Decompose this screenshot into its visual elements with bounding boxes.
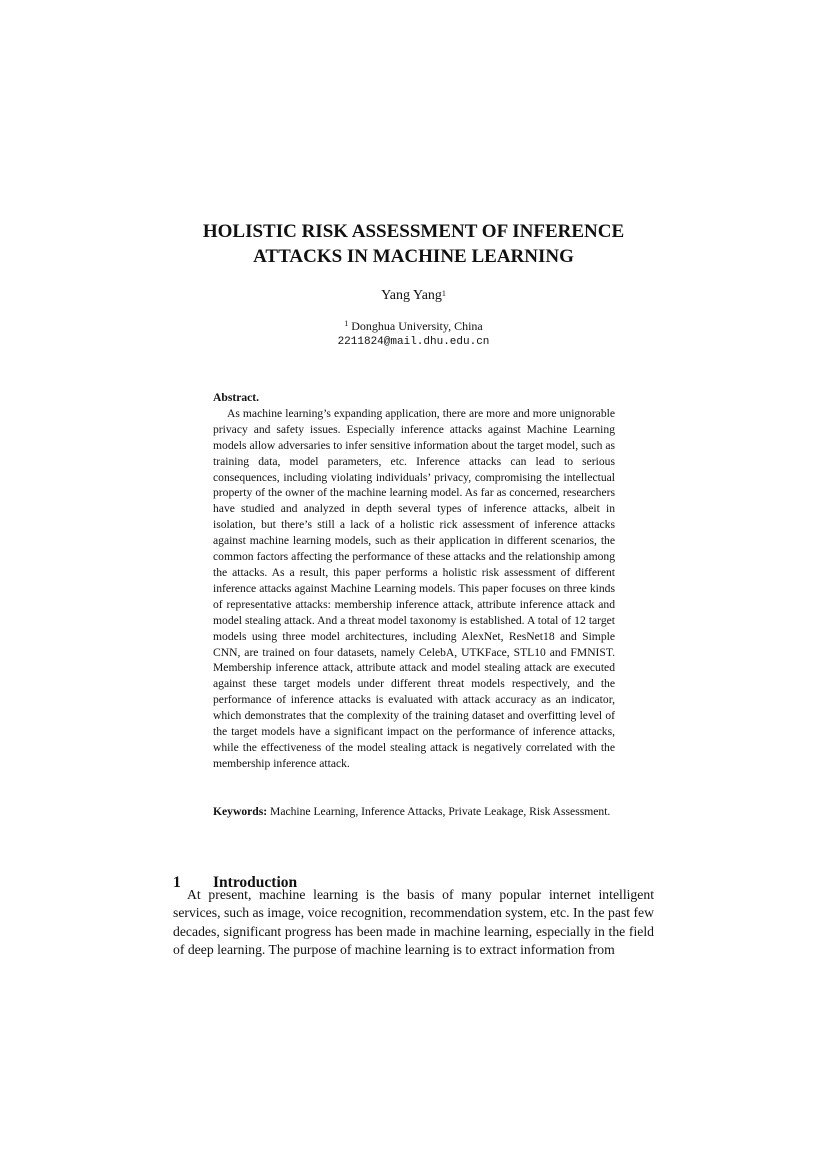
section-number: 1 xyxy=(173,873,181,891)
abstract xyxy=(213,390,615,772)
section-title: Introduction xyxy=(213,873,298,891)
abstract-text: As machine learning’s expanding application, there are more and more unignorable privacy and safety issues. Especially inference attacks against Machine Learning models allow adversaries to infer sensitive information about the target model, such as training data, model parameters, etc. Inference attacks can lead to serious consequences, including violating individuals’ privacy, compromising the intellectual property of the owner of the machine learning model. As far as concerned, researchers have studied and analyzed in depth several types of inference attacks, albeit in isolation, but there’s still a lack of a holistic rick assessment of inference attacks against machine learning models, such as their application in different scenarios, the common factors affecting the performance of these attacks and the relationship among the attacks. As a result, this paper performs a holistic risk assessment of different inference attacks against Machine Learning models. This paper focuses on three kinds of representative attacks: membership inference attack, attribute inference attack and model stealing attack. And a threat model taxonomy is established. A total of 12 target models using three model architectures, including AlexNet, ResNet18 and Simple CNN, are trained on four datasets, namely CelebA, UTKFace, STL10 and FMNIST. Membership inference attack, attribute attack and model stealing attack are executed against these target models under different threat models respectively, and the performance of inference attacks is evaluated with attack accuracy as an indicator, which demonstrates that the complexity of the training dataset and overfitting level of the target models have a significant impact on the performance of inference attacks, while the effectiveness of the model stealing attack is negatively correlated with the membership inference attack. xyxy=(213,406,615,770)
keywords-text: Machine Learning, Inference Attacks, Private Leakage, Risk Assessment. xyxy=(270,805,611,818)
abstract-heading: Abstract. xyxy=(213,391,260,404)
paper-title-line-2: ATTACKS IN MACHINE LEARNING xyxy=(253,245,574,267)
keywords xyxy=(213,804,615,820)
paper-title xyxy=(150,219,677,269)
author-line xyxy=(150,287,677,305)
introduction-paragraph: At present, machine learning is the basis of many popular internet intelligent services, such as image, voice recognition, recommendation system, etc. In the past few decades, significant progress has been made in machine learning, especially in the field of deep learning. The purpose of machine learning is to extract information from xyxy=(173,887,654,957)
author-affiliation-mark: 1 xyxy=(441,289,446,298)
affiliation xyxy=(150,318,677,334)
affiliation-text: Donghua University, China xyxy=(351,319,483,333)
affiliation-mark: 1 xyxy=(344,319,349,328)
author-name: Yang Yang xyxy=(381,288,442,303)
keywords-label: Keywords: xyxy=(213,805,268,818)
author-email: 2211824@mail.dhu.edu.cn xyxy=(337,336,490,348)
paper-title-line-1: HOLISTIC RISK ASSESSMENT OF INFERENCE xyxy=(202,220,625,242)
